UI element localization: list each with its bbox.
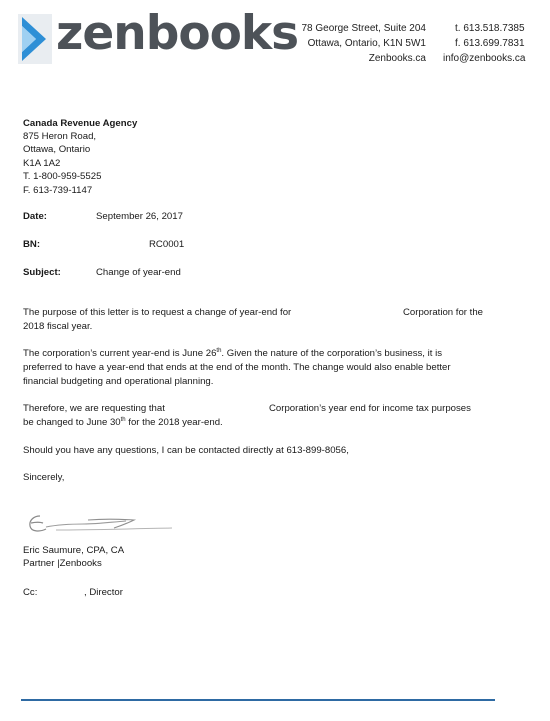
signature: [26, 510, 176, 543]
closing: Sincerely,: [23, 472, 65, 483]
paragraph-3-text-d: for the 2018 year-end.: [125, 416, 223, 428]
address-block: [301, 21, 426, 66]
paragraph-2-text-b: . Given the nature of the corporation’s business, it is: [221, 348, 443, 359]
contact-block: [443, 21, 525, 66]
paragraph-2-text-d: financial budgeting and operational planning.: [23, 375, 214, 387]
recipient-city: Ottawa, Ontario: [23, 144, 91, 155]
paragraph-2-text-a: The corporation’s current year-end is June 26: [23, 348, 217, 359]
cc-value: , Director: [84, 587, 123, 598]
paragraph-1: [23, 306, 498, 334]
address-line: 78 George Street, Suite 204: [301, 23, 426, 34]
paragraph-3-text-b: Corporation’s year end for income tax purposes: [269, 403, 471, 414]
paragraph-2-text-c: preferred to have a year-end that ends at the end of the month. The change would also enable better: [23, 361, 451, 373]
logo-wordmark: zenbooks: [56, 6, 299, 61]
paragraph-1-text-b: Corporation for the: [403, 307, 483, 318]
zenbooks-logo: [18, 6, 299, 68]
recipient-fax: F. 613-739-1147: [23, 185, 93, 196]
logo-chevron-icon: [18, 14, 52, 64]
paragraph-1-text-a: The purpose of this letter is to request a change of year-end for: [23, 307, 292, 318]
subject-label: Subject:: [23, 267, 61, 278]
email-link[interactable]: info@zenbooks.ca: [443, 53, 526, 64]
date-value: September 26, 2017: [96, 211, 183, 222]
bn-label: BN:: [23, 239, 41, 250]
recipient-postal: K1A 1A2: [23, 158, 61, 169]
paragraph-2: [23, 347, 498, 388]
date-label: Date:: [23, 211, 47, 222]
footer-divider: [21, 699, 495, 701]
paragraph-3-text-a: Therefore, we are requesting that: [23, 403, 165, 414]
recipient-street: 875 Heron Road,: [23, 131, 97, 142]
website-link[interactable]: Zenbooks.ca: [368, 53, 426, 64]
subject-value: Change of year-end: [96, 267, 181, 278]
paragraph-3-superscript: th: [120, 416, 126, 423]
recipient-phone: T. 1-800-959-5525: [23, 171, 102, 182]
paragraph-2-superscript: th: [216, 347, 222, 354]
paragraph-1-text-c: 2018 fiscal year.: [23, 320, 93, 332]
cc-label: Cc:: [23, 587, 38, 598]
signer-name: Eric Saumure, CPA, CA: [23, 545, 125, 556]
bn-value: RC0001: [149, 239, 185, 250]
phone-number: t. 613.518.7385: [455, 23, 525, 34]
fax-number: f. 613.699.7831: [455, 38, 525, 49]
signer-title: Partner |Zenbooks: [23, 558, 102, 569]
paragraph-3: [23, 402, 498, 430]
paragraph-3-text-c: be changed to June 30: [23, 416, 121, 428]
recipient-name: Canada Revenue Agency: [23, 118, 138, 129]
letterhead: [18, 6, 538, 72]
paragraph-4: Should you have any questions, I can be contacted directly at 613-899-8056,: [23, 445, 349, 456]
address-city: Ottawa, Ontario, K1N 5W1: [307, 38, 426, 49]
